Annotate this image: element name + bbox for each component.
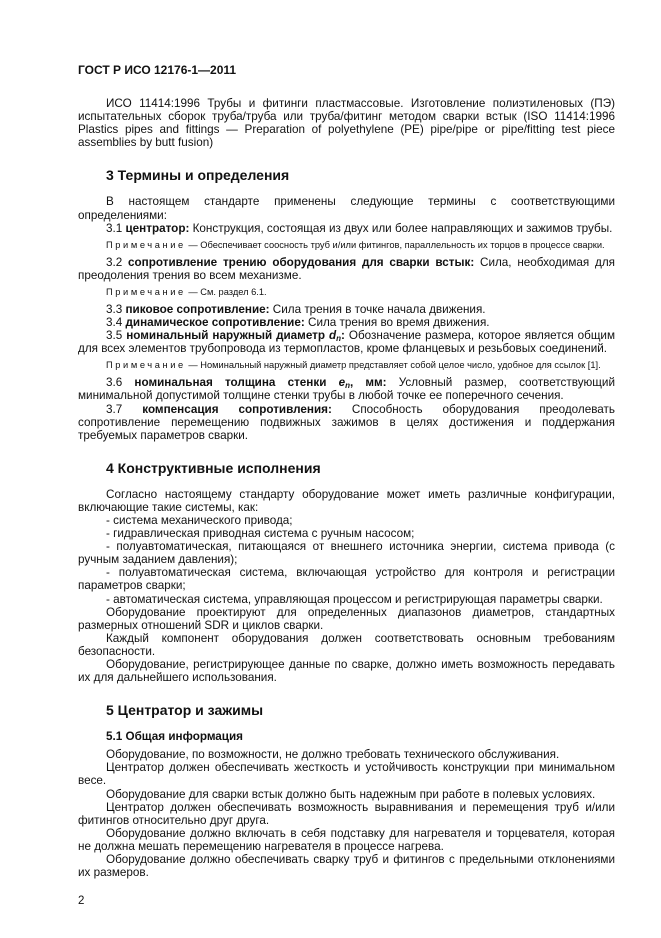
- section-5-paragraph: Оборудование для сварки встык должно быть надежным при работе в полевых условиях.: [106, 787, 596, 801]
- section-4-paragraph: Согласно настоящему стандарту оборудование может иметь различные конфигурации, включающие такие системы, как:: [78, 487, 615, 514]
- section-4-paragraph: - полуавтоматическая, питающаяся от внешнего источника энергии, система привода (с ручным заданием давления);: [78, 540, 615, 567]
- section-5-paragraph: Центратор должен обеспечивать возможность выравнивания и перемещения труб и/или фитингов относительно друг друга.: [78, 800, 615, 827]
- note-3-1: Примечание — Обеспечивает соосность труб и/или фитингов, параллельность их торцов в процессе сварки.: [106, 239, 605, 250]
- section-5-paragraph: Оборудование должно включать в себя подставку для нагревателя и торцевателя, которая не должна мешать перемещению нагревателя в процессе нагрева.: [78, 826, 615, 853]
- section-5-paragraph: Центратор должен обеспечивать жесткость и устойчивость конструкции при минимальном весе.: [78, 761, 615, 788]
- document-header: ГОСТ Р ИСО 12176-1—2011: [78, 63, 237, 77]
- section-4-paragraph: - полуавтоматическая система, включающая устройство для контроля и регистрации параметров сварки;: [78, 566, 615, 593]
- term-3-2: 3.2 сопротивление трению оборудования для сварки встык: Сила, необходимая для преодоления трения во всем механизме.: [78, 255, 615, 282]
- note-3-5: Примечание — Номинальный наружный диаметр представляет собой целое число, удобное для ссылок [1].: [106, 360, 601, 371]
- section-3-intro: В настоящем стандарте применены следующие термины с соответствующими определениями:: [78, 195, 615, 222]
- term-3-1: 3.1 центратор: Конструкция, состоящая из двух или более направляющих и зажимов трубы.: [106, 221, 613, 235]
- reference-paragraph: ИСО 11414:1996 Трубы и фитинги пластмассовые. Изготовление полиэтиленовых (ПЭ) испытательных сборок труба/труба или труба/фитинг методом сварки встык (ISO 11414:1996 Plastics pipes and fittings — Preparation of polyethylene (PE) pipe/pipe or pipe/fitting test piece assemblies by butt fusion): [78, 97, 615, 150]
- section-4-paragraph: Каждый компонент оборудования должен соответствовать основным требованиям безопасности.: [78, 631, 615, 658]
- section-4-paragraph: - гидравлическая приводная система с ручным насосом;: [106, 527, 415, 541]
- term-3-3: 3.3 пиковое сопротивление: Сила трения в точке начала движения.: [106, 302, 486, 316]
- section-5-paragraph: Оборудование должно обеспечивать сварку труб и фитингов с предельными отклонениями их размеров.: [78, 853, 615, 880]
- section-4-paragraph: Оборудование проектируют для определенных диапазонов диаметров, стандартных размерных отношений SDR и циклов сварки.: [78, 605, 615, 632]
- section-4-paragraph: Оборудование, регистрирующее данные по сварке, должно иметь возможность передавать их для дальнейшего использования.: [78, 658, 615, 685]
- term-3-6: 3.6 номинальная толщина стенки $e_n$, мм: Условный размер, соответствующий минимальной допустимой толщине стенки трубы в любой точке ее поперечного сечения.: [78, 376, 615, 403]
- term-3-4: 3.4 динамическое сопротивление: Сила трения во время движения.: [106, 316, 490, 330]
- section-5-paragraph: Оборудование, по возможности, не должно требовать технического обслуживания.: [106, 748, 560, 762]
- section-5-title: 5 Центратор и зажимы: [106, 702, 264, 719]
- section-3-title: 3 Термины и определения: [106, 167, 290, 184]
- section-4-title: 4 Конструктивные исполнения: [106, 459, 321, 476]
- subsection-5-1-title: 5.1 Общая информация: [106, 730, 243, 744]
- section-4-paragraph: - автоматическая система, управляющая процессом и регистрирующая параметры сварки.: [106, 592, 603, 606]
- term-3-7: 3.7 компенсация сопротивления: Способность оборудования преодолевать сопротивление перемещению подвижных зажимов в целях достижения и поддержания требуемых параметров сварки.: [78, 402, 615, 442]
- term-3-5: 3.5 номинальный наружный диаметр $d_n$: Обозначение размера, которое является общим для всех элементов трубопровода из термопластов, кроме фланцевых и резьбовых соединений.: [78, 329, 615, 356]
- section-4-paragraph: - система механического привода;: [106, 513, 293, 527]
- note-3-2: Примечание — См. раздел 6.1.: [106, 286, 267, 297]
- page-number: 2: [78, 895, 85, 908]
